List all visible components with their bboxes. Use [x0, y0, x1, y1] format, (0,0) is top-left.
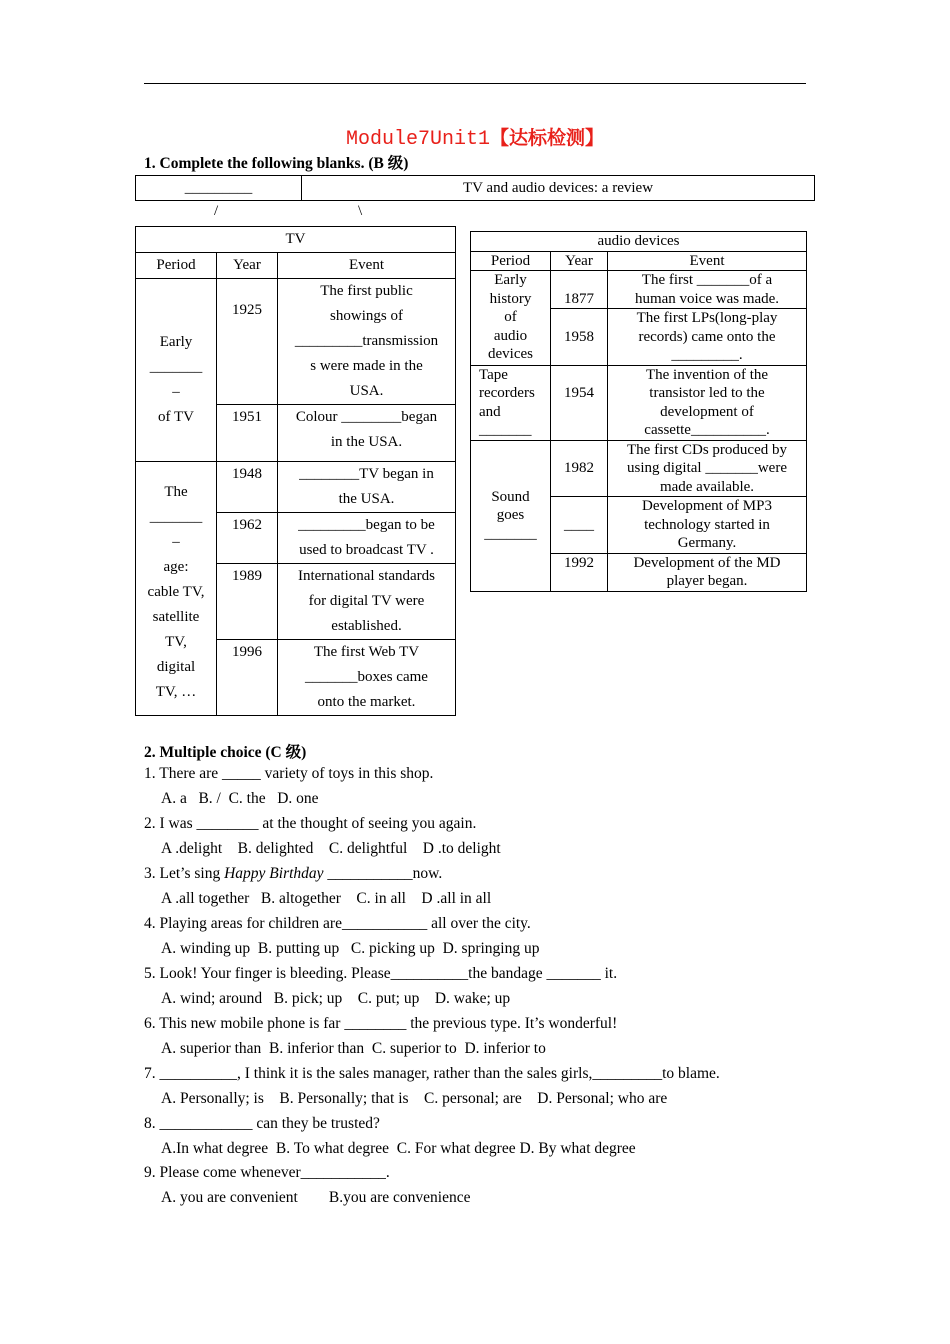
tv-period-age: [136, 462, 217, 716]
tv-year: 1948: [217, 462, 278, 513]
options-4: A. winding up B. putting up C. picking up D. springing up: [161, 940, 540, 957]
event-line: made available.: [659, 478, 755, 495]
tv-year: 1962: [217, 513, 278, 564]
tv-header-event: Event: [278, 253, 456, 279]
audio-event: [608, 553, 807, 591]
event-line: The first public: [320, 283, 413, 299]
question-5: 5. Look! Your finger is bleeding. Please__________the bandage _______ it.: [144, 965, 618, 982]
period-text: satellite: [152, 609, 200, 625]
event-line: established.: [331, 618, 402, 634]
tv-year: 1951: [217, 405, 278, 462]
question-9: 9. Please come whenever___________.: [144, 1164, 390, 1181]
options-1: A. a B. / C. the D. one: [161, 790, 319, 807]
period-text: of: [504, 309, 517, 325]
period-text: audio: [493, 327, 528, 344]
event-line: The first LPs(long-play: [636, 310, 778, 326]
event-line: in the USA.: [330, 434, 403, 450]
period-text: Early: [494, 272, 527, 288]
event-line: records) came onto the: [638, 328, 776, 345]
period-text: Early: [159, 334, 193, 350]
options-2: A .delight B. delighted C. delightful D .to delight: [161, 840, 501, 857]
period-text: The: [164, 484, 188, 500]
tv-year: 1925: [217, 279, 278, 405]
period-text: Tape: [479, 366, 508, 383]
tv-event: [278, 564, 456, 640]
options-6: A. superior than B. inferior than C. superior to D. inferior to: [161, 1040, 546, 1057]
period-text: and: [479, 403, 501, 420]
event-line: used to broadcast TV .: [299, 542, 434, 558]
review-blank: _________: [136, 176, 302, 201]
question-6: 6. This new mobile phone is far ________ the previous type. It’s wonderful!: [144, 1015, 618, 1032]
event-line: ________TV began in: [299, 466, 434, 482]
tv-table: [135, 226, 456, 716]
period-text: _______: [149, 359, 203, 375]
event-line: s were made in the: [310, 358, 423, 374]
event-line: USA.: [349, 383, 384, 399]
audio-event: [608, 497, 807, 554]
period-text: goes: [496, 507, 525, 524]
period-text: –: [172, 534, 180, 550]
tv-event: [278, 513, 456, 564]
audio-year: 1958: [551, 309, 608, 366]
period-text: cable TV,: [147, 584, 205, 600]
event-line: showings of: [330, 308, 403, 324]
event-line: The invention of the: [645, 366, 769, 383]
options-8: A.In what degree B. To what degree C. For what degree D. By what degree: [161, 1140, 636, 1157]
tv-event: [278, 279, 456, 405]
period-text: devices: [488, 346, 533, 362]
tv-event: [278, 405, 456, 462]
options-9: A. you are convenient B.you are convenience: [161, 1189, 471, 1206]
audio-event: [608, 440, 807, 497]
event-line: The first CDs produced by: [627, 441, 787, 458]
audio-event: [608, 365, 807, 440]
question-2: 2. I was ________ at the thought of seeing you again.: [144, 815, 477, 832]
event-line: for digital TV were: [308, 593, 425, 609]
event-line: cassette__________.: [644, 422, 770, 438]
question-3: 3. Let’s sing Happy Birthday ___________now.: [144, 865, 443, 882]
audio-period-sound: [471, 440, 551, 591]
event-line: Development of MP3: [642, 498, 772, 514]
question-7: 7. __________, I think it is the sales manager, rather than the sales girls,_________to blame.: [144, 1065, 720, 1082]
options-7: A. Personally; is B. Personally; that is C. personal; are D. Personal; who are: [161, 1090, 668, 1107]
tv-header-year: Year: [217, 253, 278, 279]
event-line: onto the market.: [317, 694, 416, 710]
period-text: TV, …: [155, 684, 197, 700]
tv-year: 1989: [217, 564, 278, 640]
audio-table-title: audio devices: [471, 232, 807, 252]
audio-header-period: Period: [471, 251, 551, 271]
audio-year: 1982: [551, 440, 608, 497]
event-line: _______boxes came: [305, 669, 428, 685]
period-text: digital: [156, 659, 196, 675]
event-line: The first _______of a: [641, 272, 773, 288]
audio-event: [608, 271, 807, 309]
tv-event: [278, 462, 456, 513]
tv-table-title: TV: [136, 227, 456, 253]
tv-header-period: Period: [136, 253, 217, 279]
event-line: Development of the MD: [633, 554, 781, 571]
question-4: 4. Playing areas for children are___________ all over the city.: [144, 915, 531, 932]
audio-year: 1877: [551, 271, 608, 309]
period-text: of TV: [158, 409, 194, 425]
question-1: 1. There are _____ variety of toys in this shop.: [144, 765, 434, 782]
period-text: history: [489, 290, 532, 307]
event-line: using digital _______were: [627, 460, 787, 476]
event-line: player began.: [666, 573, 748, 589]
event-line: Germany.: [677, 535, 737, 551]
audio-year: 1992: [551, 553, 608, 591]
page-title: Module7Unit1【达标检测】: [345, 127, 605, 151]
audio-event: [608, 309, 807, 366]
event-line: _________.: [671, 347, 743, 363]
question-8: 8. ____________ can they be trusted?: [144, 1115, 380, 1132]
period-text: TV,: [165, 634, 187, 650]
branch-left: /: [214, 203, 219, 219]
event-line: The first Web TV: [313, 644, 420, 660]
audio-period-early: [471, 271, 551, 366]
audio-table: [470, 231, 807, 592]
header-rule: [144, 83, 806, 84]
audio-year: ____: [551, 497, 608, 554]
event-line: Colour ________began: [295, 409, 438, 425]
event-line: _________began to be: [298, 517, 435, 533]
branch-right: \: [358, 203, 363, 219]
event-line: _________transmission: [294, 333, 439, 349]
period-text: _______: [484, 525, 537, 542]
audio-year: 1954: [551, 365, 608, 440]
event-line: the USA.: [338, 491, 395, 507]
period-text: age:: [163, 559, 189, 575]
tv-year: 1996: [217, 640, 278, 716]
section-1-heading: 1. Complete the following blanks. (B 级): [144, 155, 409, 172]
tv-event: [278, 640, 456, 716]
period-text: –: [172, 384, 180, 400]
tv-period-early: [136, 279, 217, 462]
event-line: human voice was made.: [634, 290, 780, 307]
event-line: transistor led to the: [649, 385, 765, 401]
audio-period-tape: [471, 365, 551, 440]
event-line: International standards: [297, 568, 436, 584]
event-line: development of: [660, 403, 754, 420]
period-text: recorders: [479, 385, 535, 401]
section-2-heading: 2. Multiple choice (C 级): [144, 744, 307, 761]
options-3: A .all together B. altogether C. in all D .all in all: [161, 890, 492, 907]
period-text: _______: [479, 422, 532, 438]
audio-header-event: Event: [608, 251, 807, 271]
options-5: A. wind; around B. pick; up C. put; up D. wake; up: [161, 990, 511, 1007]
event-line: technology started in: [644, 516, 770, 533]
audio-header-year: Year: [551, 251, 608, 271]
period-text: Sound: [491, 488, 530, 505]
review-table: [135, 175, 815, 201]
period-text: _______: [149, 509, 203, 525]
review-title: TV and audio devices: a review: [302, 176, 815, 201]
